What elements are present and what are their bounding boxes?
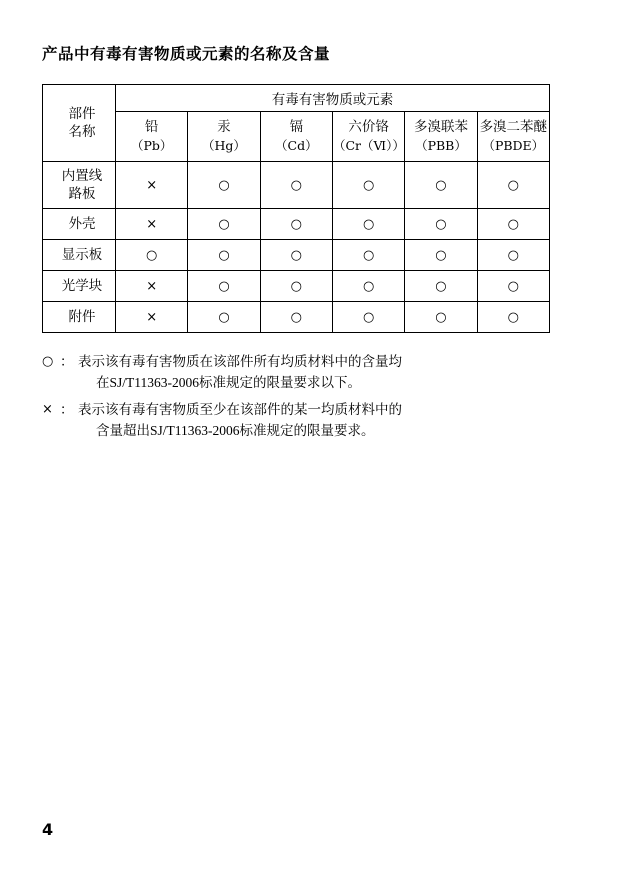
row-label-optical-block: 光学块 xyxy=(43,271,116,302)
cell-value: ○ xyxy=(260,240,332,271)
substance-name-zh: 汞 xyxy=(217,118,231,134)
substance-name-zh: 多溴二苯醚 xyxy=(479,118,548,134)
cell-value: ○ xyxy=(477,240,549,271)
cell-value: × xyxy=(116,209,188,240)
cell-value: ○ xyxy=(188,209,260,240)
substance-name-latin: （Hg） xyxy=(202,137,246,153)
table-row xyxy=(43,209,550,240)
cell-value: ○ xyxy=(188,271,260,302)
cell-value: ○ xyxy=(477,271,549,302)
header-cell-hexavalent-chromium xyxy=(332,112,404,162)
cell-value: ○ xyxy=(332,209,404,240)
cell-value: ○ xyxy=(332,302,404,333)
header-cell-substance-group: 有毒有害物质或元素 xyxy=(116,85,550,112)
legend-item-circle xyxy=(42,352,572,394)
legend-colon: ： xyxy=(60,354,74,369)
cell-value: ○ xyxy=(332,162,404,209)
substance-name-latin: （PBB） xyxy=(415,137,467,153)
cell-value: ○ xyxy=(260,302,332,333)
cell-value: ○ xyxy=(405,271,477,302)
substance-name-latin: （Pb） xyxy=(130,137,173,153)
row-label-internal-circuit-board: 内置线 路板 xyxy=(43,162,116,209)
substance-name-zh: 多溴联苯 xyxy=(413,118,468,134)
cell-value: ○ xyxy=(477,209,549,240)
legend-colon: ： xyxy=(60,401,74,417)
page-title: 产品中有毒有害物质或元素的名称及含量 xyxy=(42,45,331,63)
cell-value: ○ xyxy=(188,240,260,271)
table-row xyxy=(43,302,550,333)
substance-name-zh: 铅 xyxy=(144,118,159,134)
substance-name-zh: 镉 xyxy=(289,118,304,134)
cell-value: × xyxy=(116,302,188,333)
cell-value: ○ xyxy=(405,240,477,271)
circle-symbol-icon: ○ xyxy=(42,354,54,369)
part-header-line2: 名称 xyxy=(68,124,96,139)
substance-name-latin: （Cd） xyxy=(275,137,318,153)
cell-value: ○ xyxy=(405,302,477,333)
table-row xyxy=(43,271,550,302)
cell-value: ○ xyxy=(477,302,549,333)
header-cell-cadmium xyxy=(260,112,332,162)
header-cell-lead xyxy=(116,112,188,162)
cell-value: ○ xyxy=(332,271,404,302)
legend-text-cross: 表示该有毒有害物质至少在该部件的某一均质材料中的 含量超出SJ/T11363-2006标准规定的限量要求。 xyxy=(78,401,402,438)
hazardous-substances-table xyxy=(42,84,550,333)
header-cell-mercury xyxy=(188,112,260,162)
header-cell-part-name xyxy=(43,85,116,162)
cell-value: ○ xyxy=(405,162,477,209)
cell-value: ○ xyxy=(405,209,477,240)
cell-value: ○ xyxy=(116,240,188,271)
legend-item-cross xyxy=(42,400,572,442)
row-label-accessories: 附件 xyxy=(43,302,116,333)
part-header-line1: 部件 xyxy=(68,105,96,121)
cell-value: ○ xyxy=(332,240,404,271)
cell-value: ○ xyxy=(188,302,260,333)
header-cell-pbde xyxy=(477,112,549,162)
substance-name-latin: （Cr（Ⅵ）） xyxy=(332,137,405,153)
page-number: 4 xyxy=(42,820,54,839)
row-label-housing: 外壳 xyxy=(43,209,116,240)
row-label-display-board: 显示板 xyxy=(43,240,116,271)
table-header-row-substances xyxy=(43,112,550,162)
substance-name-latin: （PBDE） xyxy=(482,137,545,153)
table-row xyxy=(43,162,550,209)
cell-value: ○ xyxy=(260,271,332,302)
substance-name-zh: 六价铬 xyxy=(348,118,389,134)
table-row xyxy=(43,240,550,271)
cell-value: ○ xyxy=(260,209,332,240)
cell-value: ○ xyxy=(188,162,260,209)
cell-value: × xyxy=(116,271,188,302)
cross-symbol-icon: × xyxy=(42,401,53,417)
legend-text-circle: 表示该有毒有害物质在该部件所有均质材料中的含量均 在SJ/T11363-2006标准规定的限量要求以下。 xyxy=(78,354,402,390)
header-cell-pbb xyxy=(405,112,477,162)
legend xyxy=(42,352,572,448)
cell-value: ○ xyxy=(477,162,549,209)
table-header-row-group xyxy=(43,85,550,112)
cell-value: ○ xyxy=(260,162,332,209)
cell-value: × xyxy=(116,162,188,209)
